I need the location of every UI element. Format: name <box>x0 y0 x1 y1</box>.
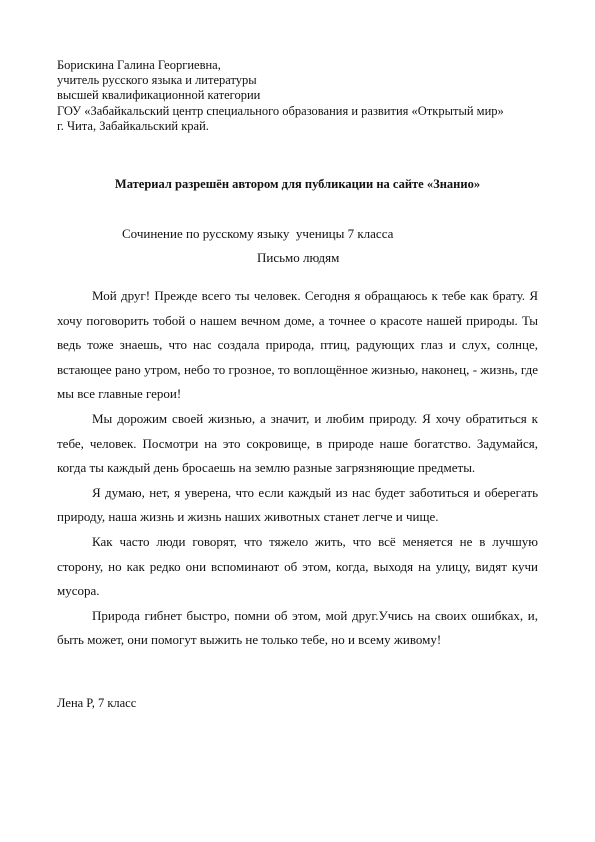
essay-paragraph: Мой друг! Прежде всего ты человек. Сегодня я обращаюсь к тебе как брату. Я хочу поговорить тобой о нашем вечном доме, а точнее о красоте нашей природы. Ты ведь тоже знаешь, что нас создала природа, птиц, радующих глаз и слух, солнце, встающее рано утром, небо то грозное, то воплощённое жизнью, наконец, - жизнь, где мы все главные герои! <box>57 288 538 402</box>
essay-title: Сочинение по русскому языку ученицы 7 класса <box>122 226 394 241</box>
essay-paragraph: Природа гибнет быстро, помни об этом, мой друг.Учись на своих ошибках, и, быть может, они помогут выжить не только тебе, но и всему живому! <box>57 607 538 648</box>
author-position: учитель русского языка и литературы <box>57 73 257 88</box>
author-name: Борискина Галина Георгиевна, <box>57 58 221 72</box>
essay-paragraph: Я думаю, нет, я уверена, что если каждый из нас будет заботиться и оберегать природу, наша жизнь и жизнь наших животных станет легче и чище. <box>57 484 538 525</box>
permission-note: Материал разрешён автором для публикации на сайте «Знанио» <box>114 177 481 191</box>
author-category: высшей квалификационной категории <box>57 88 261 103</box>
essay-body <box>57 284 538 653</box>
essay-paragraph: Мы дорожим своей жизнью, а значит, и любим природу. Я хочу обратиться к тебе, человек. Посмотри на это сокровище, в природе наше богатство. Задумайся, когда ты каждый день бросаешь на землю разные загрязняющие предметы. <box>57 410 538 476</box>
essay-paragraph: Как часто люди говорят, что тяжело жить, что всё меняется не в лучшую сторону, но как редко они вспоминают об этом, когда, выходя на улицу, видят кучи мусора. <box>57 533 538 599</box>
author-info <box>57 58 537 134</box>
essay-signature: Лена Р, 7 класс <box>57 696 137 710</box>
essay-subtitle: Письмо людям <box>257 250 340 265</box>
author-location: г. Чита, Забайкальский край. <box>57 118 209 133</box>
author-organization: ГОУ «Забайкальский центр специального образования и развития «Открытый мир» <box>57 103 504 118</box>
